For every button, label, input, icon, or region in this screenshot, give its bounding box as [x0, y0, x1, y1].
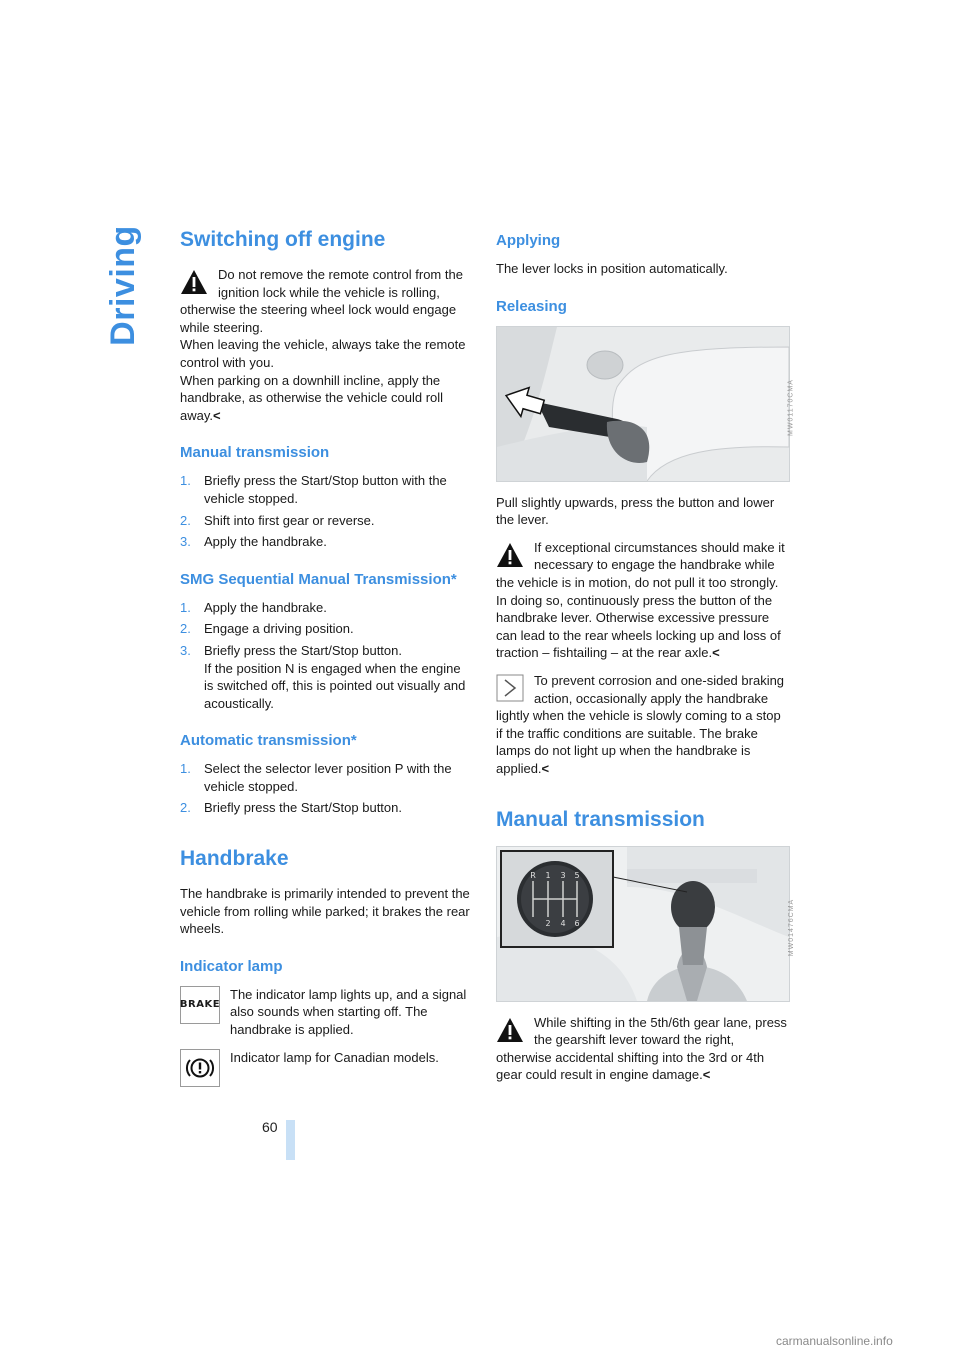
warning-text: While shifting in the 5th/6th gear lane, press the gearshift lever toward the right, otherwise accidental shifting into the 3rd or 4th gear could result in engine damage.: [496, 1014, 787, 1083]
warning-handbrake-motion: [496, 539, 790, 662]
automatic-steps: [180, 760, 472, 817]
heading-releasing: Releasing: [496, 297, 567, 315]
warning-text: Do not remove the remote control from the ignition lock while the vehicle is rolling, otherwise the steering wheel lock would engage while steering.: [180, 267, 463, 335]
step: 2. Shift into first gear or reverse.: [180, 512, 375, 528]
right-column: [496, 228, 795, 1094]
warning-gear-lane: [496, 1014, 790, 1084]
heading-smg: SMG Sequential Manual Transmission*: [180, 570, 457, 588]
remote-control-text: When leaving the vehicle, always take the remote control with you.: [180, 337, 466, 370]
lamp-canadian-text: Indicator lamp for Canadian models.: [230, 1049, 439, 1065]
step: 2. Briefly press the Start/Stop button.: [180, 800, 402, 816]
brake-warning-icon: [180, 1049, 220, 1087]
step: 1. Select the selector lever position P with the vehicle stopped.: [180, 761, 452, 794]
heading-automatic-transmission: Automatic transmission*: [180, 732, 357, 750]
page-number-bar: [286, 1120, 295, 1160]
smg-steps: [180, 599, 472, 713]
gear-label: 3: [560, 870, 566, 880]
gearshift-figure: [496, 846, 795, 1002]
section-tab-label: Driving: [103, 224, 142, 346]
warning-triangle-icon: [180, 268, 208, 296]
handbrake-figure: [496, 326, 795, 482]
gear-label: 5: [574, 870, 580, 880]
manual-steps: [180, 472, 472, 550]
end-mark: <: [712, 645, 720, 661]
gear-label: R: [530, 870, 536, 880]
heading-indicator-lamp: Indicator lamp: [180, 957, 283, 975]
brake-circle-icon: [185, 1055, 215, 1081]
tip-corrosion: [496, 672, 790, 778]
heading-manual-transmission: Manual transmission: [180, 444, 330, 462]
downhill-text: When parking on a downhill incline, apply the handbrake, as otherwise the vehicle could roll away.: [180, 372, 444, 423]
gear-label: 2: [545, 918, 551, 928]
figure-code: MW01476CMA: [787, 898, 795, 956]
lamp-brake-text: The indicator lamp lights up, and a signal also sounds when starting off. The handbrake is applied.: [230, 986, 467, 1038]
handbrake-intro: The handbrake is primarily intended to prevent the vehicle from rolling while parked; it brakes the rear wheels.: [180, 886, 470, 937]
figure-code: MW01170CMA: [787, 378, 795, 436]
end-mark: <: [702, 1067, 711, 1083]
warning-triangle-icon: [496, 1016, 524, 1044]
applying-text: The lever locks in position automatically.: [496, 261, 728, 276]
gear-label: 4: [560, 918, 566, 928]
heading-manual-transmission-right: Manual transmission: [496, 807, 705, 831]
step: 2. Engage a driving position.: [180, 621, 354, 637]
step-note: If the position N is engaged when the engine is switched off, this is pointed out visually and acoustically.: [204, 660, 466, 711]
end-mark: <: [541, 760, 550, 776]
step: 3. Briefly press the Start/Stop button. If the position N is engaged when the engine is switched off, this is pointed out visually and acoustically.: [180, 642, 466, 711]
lamp-canadian: [180, 1049, 472, 1087]
heading-switching-off-engine: Switching off engine: [180, 228, 386, 251]
watermark: carmanualsonline.info: [776, 1334, 893, 1348]
tip-arrow-icon: [496, 674, 524, 702]
handbrake-illustration: [497, 327, 789, 481]
step: 1. Briefly press the Start/Stop button with the vehicle stopped.: [180, 473, 447, 506]
brake-lamp-icon: BRAKE: [180, 986, 220, 1024]
step: 3. Apply the handbrake.: [180, 534, 327, 550]
warning-remote-control: [180, 266, 472, 424]
left-column: [180, 228, 472, 1097]
releasing-text: Pull slightly upwards, press the button and lower the lever.: [496, 494, 775, 528]
lamp-brake: [180, 986, 472, 1039]
heading-applying: Applying: [496, 232, 561, 249]
end-mark: <: [213, 407, 221, 423]
warning-triangle-icon: [496, 541, 524, 569]
heading-handbrake: Handbrake: [180, 847, 289, 871]
gearshift-illustration: [497, 847, 789, 1001]
tip-text: To prevent corrosion and one-sided braking action, occasionally apply the handbrake lightly when the vehicle is slowly coming to a stop if the traffic conditions are suitable. The brake lamps do not light up when the handbrake is applied.: [496, 672, 785, 776]
gear-label: 6: [574, 918, 580, 928]
gear-label: 1: [545, 870, 551, 880]
warning-text: If exceptional circumstances should make it necessary to engage the handbrake while the vehicle is in motion, do not pull it too strongly. In doing so, continuously press the button of the handbrake lever. Otherwise excessive pressure can lead to the rear wheels locking up and loss of traction – fishtailing – at the rear axle.: [496, 539, 785, 661]
step: 1. Apply the handbrake.: [180, 599, 327, 615]
section-tab: [88, 224, 158, 346]
page-number: 60: [262, 1119, 278, 1135]
